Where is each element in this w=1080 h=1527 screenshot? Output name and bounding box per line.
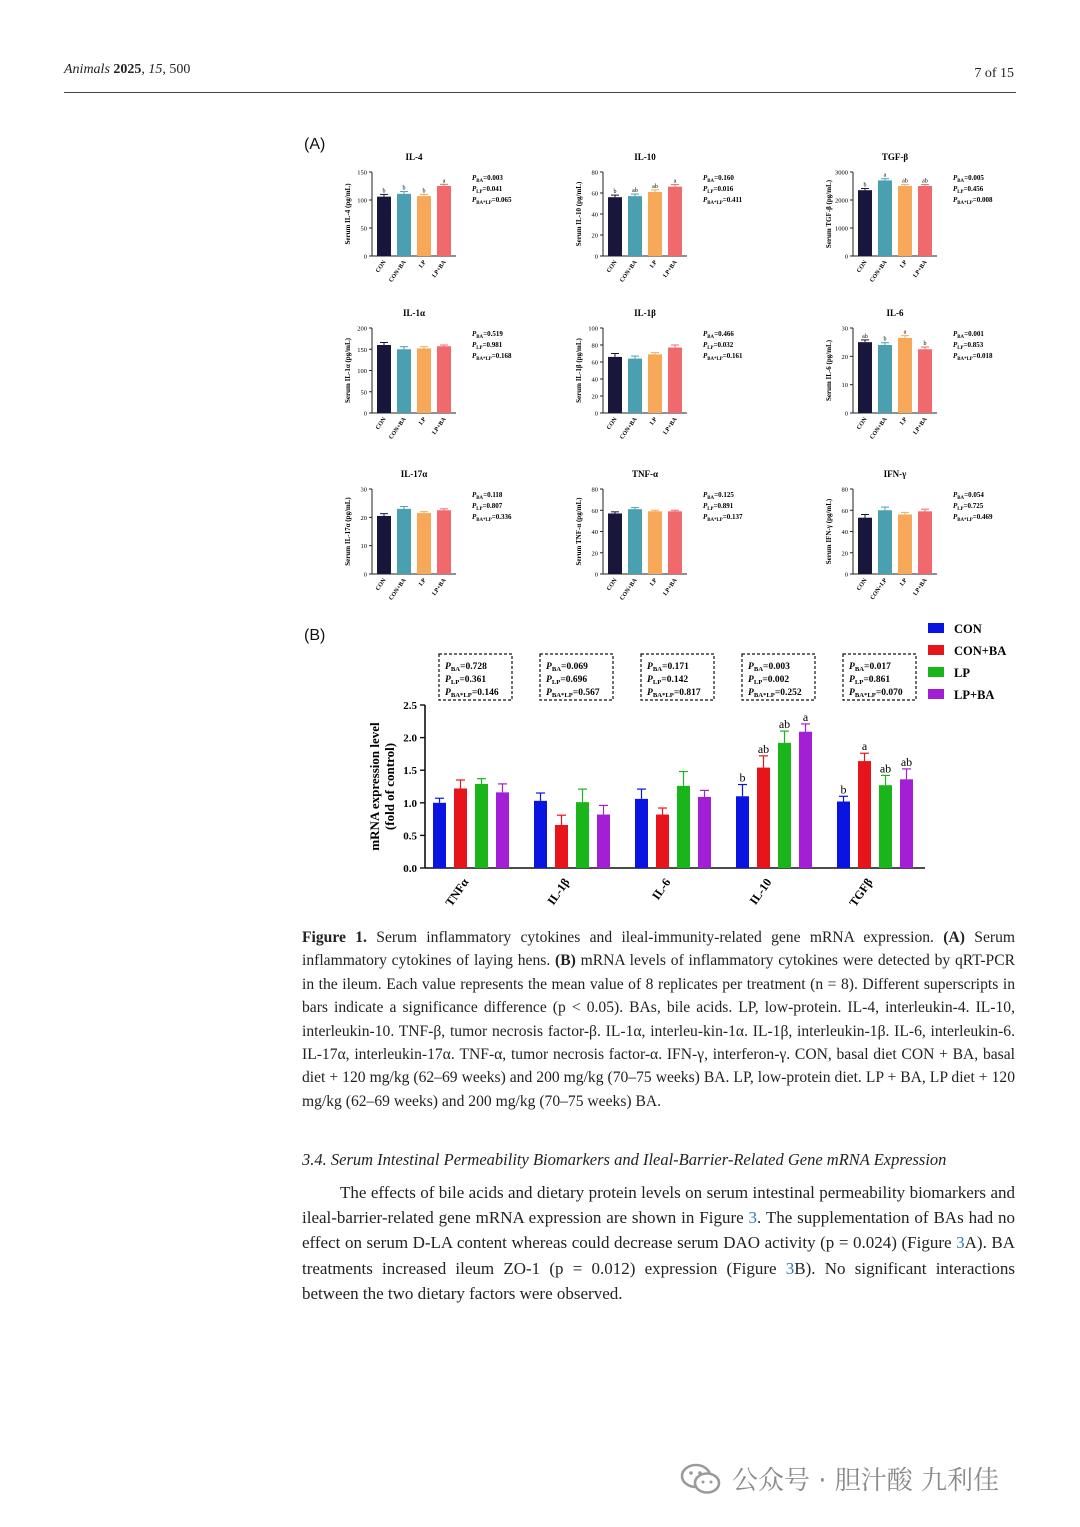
p-value: $P_{LP}=0.456$ (953, 185, 984, 195)
y-tick-label: 0 (594, 253, 598, 261)
bar (377, 345, 391, 413)
significance-letter: b (613, 189, 617, 196)
y-tick-label: 80 (591, 342, 598, 350)
y-tick-label: 20 (360, 514, 367, 522)
x-tick-label: LP+BA (662, 577, 679, 598)
y-tick-label: 0.5 (403, 830, 417, 843)
x-tick-label: CON (375, 416, 388, 432)
y-tick-label: 100 (357, 368, 367, 375)
bar (496, 792, 509, 868)
legend-swatch (928, 667, 944, 677)
bar (918, 511, 932, 574)
y-axis-label: Serum TNF-α (pg/mL) (575, 497, 583, 566)
y-tick-label: 40 (591, 376, 598, 384)
y-axis-label: Serum IL-4 (pg/mL) (344, 183, 352, 245)
bar (628, 509, 642, 574)
significance-letter: a (673, 178, 677, 185)
p-value: $P_{BA*LP}=0.070$ (849, 688, 903, 699)
y-tick-label: 20 (841, 353, 848, 361)
journal-volume: 15 (148, 62, 163, 77)
bar (878, 345, 892, 413)
significance-letter: ab (778, 717, 791, 732)
y-axis-label: Serum IL-1β (pg/mL) (575, 338, 583, 403)
x-tick-label: LP+BA (912, 259, 929, 280)
bar (757, 768, 770, 868)
p-value: $P_{BA*LP}=0.146$ (445, 688, 499, 699)
chart-title: IL-6 (886, 308, 904, 318)
significance-letter: ab (879, 761, 892, 776)
y-tick-label: 80 (591, 486, 598, 494)
bar (898, 186, 912, 256)
x-tick-label: LP+BA (912, 416, 929, 437)
bar (778, 743, 791, 868)
y-tick-label: 40 (591, 211, 598, 219)
y-tick-label: 60 (591, 507, 598, 515)
y-tick-label: 1.5 (403, 765, 417, 778)
p-value: $P_{BA*LP}=0.469$ (953, 513, 993, 523)
x-tick-label: LP (899, 416, 909, 427)
bar (534, 801, 547, 868)
bar (437, 346, 451, 413)
chart-title: IL-1α (402, 308, 426, 318)
section-heading: 3.4. Serum Intestinal Permeability Biomarkers and Ileal-Barrier-Related Gene mRNA Expression (302, 1150, 947, 1169)
bar (576, 802, 589, 868)
y-tick-label: 2.0 (403, 732, 417, 745)
x-tick-label: LP (899, 577, 909, 588)
y-tick-label: 40 (841, 529, 848, 536)
bar (635, 799, 648, 868)
y-tick-label: 0 (594, 410, 598, 418)
p-value: $P_{BA}=0.005$ (953, 174, 984, 184)
y-tick-label: 0 (844, 571, 848, 579)
chart-title: IL-4 (405, 152, 423, 162)
legend-swatch (928, 645, 944, 655)
significance-letter: b (402, 185, 406, 192)
y-axis-label: Serum IL-17α (pg/mL) (344, 497, 352, 566)
p-value: $P_{BA}=0.003$ (472, 174, 503, 184)
p-value: $P_{LP}=0.725$ (953, 502, 984, 512)
y-tick-label: 50 (360, 389, 367, 397)
significance-letter: ab (900, 754, 913, 769)
y-tick-label: 0 (594, 571, 598, 579)
caption-b-text: mRNA levels of inflammatory cytokines were detected by qRT-PCR in the ileum. Each value represents the mean value of 8 replicates per treatment (n = 8). Different superscripts in bars indicate a significance difference (p < 0.05). BAs, bile acids. LP, low-protein. IL-4, interleukin-4. IL-10, interleukin-10. TNF-β, tumor necrosis factor-β. IL-1α, interleu-kin-1α. IL-1β, interleukin-1β. IL-6, interleukin-6. IL-17α, interleukin-17α. TNF-α, tumor necrosis factor-α. IFN-γ, interferon-γ. CON, basal diet CON + BA, basal diet + 120 mg/kg (62–69 weeks) and 200 mg/kg (70–75 weeks) BA. LP, low-protein diet. LP + BA, LP diet + 120 mg/kg (62–69 weeks) and 200 mg/kg (70–75 weeks) BA. (302, 952, 1015, 1110)
legend-swatch (928, 689, 944, 699)
bar (858, 761, 871, 868)
p-value: $P_{BA*LP}=0.817$ (647, 688, 701, 699)
y-axis-label: Serum IL-1α (pg/mL) (344, 338, 352, 403)
p-value: $P_{LP}=0.016$ (703, 185, 734, 195)
bar (417, 196, 431, 256)
y-tick-label: 0.0 (403, 863, 417, 875)
x-tick-label: LP+BA (662, 259, 679, 280)
significance-letter: a (442, 178, 446, 185)
y-tick-label: 20 (591, 550, 598, 558)
p-value: $P_{BA*LP}=0.008$ (953, 196, 993, 206)
x-tick-label: CON+BA (388, 416, 408, 441)
significance-letter: ab (862, 333, 868, 340)
x-tick-label: LP (649, 416, 659, 427)
significance-letter: b (883, 336, 887, 343)
chart-title: TNF-α (631, 469, 659, 479)
chart-title: TGF-β (881, 152, 909, 162)
p-value: $P_{BA*LP}=0.137$ (703, 513, 743, 523)
x-tick-label: CON (606, 416, 619, 432)
legend-swatch (928, 623, 944, 633)
watermark (680, 1460, 999, 1497)
y-tick-label: 60 (591, 190, 598, 198)
p-value: $P_{LP}=0.361$ (445, 675, 487, 686)
bar (900, 779, 913, 868)
bar (397, 509, 411, 574)
y-tick-label: 20 (591, 232, 598, 240)
serum-chart-1 (344, 152, 512, 284)
x-tick-label: LP+BA (431, 416, 448, 437)
serum-chart-3 (825, 152, 993, 284)
significance-letter: b (840, 782, 847, 797)
x-tick-label: TGFβ (846, 875, 876, 910)
bar (433, 803, 446, 868)
bar (608, 513, 622, 574)
x-tick-label: CON+BA (869, 259, 889, 284)
mrna-chart (367, 622, 1006, 909)
legend-label: CON+BA (954, 644, 1007, 658)
y-tick-label: 50 (360, 225, 367, 233)
bar (837, 801, 850, 868)
x-tick-label: LP (649, 577, 659, 588)
significance-letter: a (883, 172, 887, 179)
y-axis-label: Serum IL-10 (pg/mL) (575, 181, 583, 247)
bar (858, 518, 872, 574)
bar (437, 510, 451, 574)
serum-chart-9 (825, 469, 993, 601)
x-tick-label: CON (606, 259, 619, 275)
p-value: $P_{BA*LP}=0.567$ (546, 688, 600, 699)
x-tick-label: TNFα (442, 875, 472, 909)
bar (397, 194, 411, 256)
bar (628, 359, 642, 413)
y-tick-label: 80 (841, 486, 848, 494)
bar (648, 192, 662, 256)
bar (878, 180, 892, 256)
bar (454, 788, 467, 868)
y-tick-label: 0 (363, 410, 367, 418)
significance-letter: ab (902, 178, 908, 185)
caption-title: Serum inflammatory cytokines and ileal-immunity-related gene mRNA expression. (376, 929, 934, 946)
figure-caption (302, 926, 1015, 1113)
y-axis-label: Serum TGF-β (pg/mL) (825, 179, 833, 249)
bar (668, 187, 682, 256)
panel-b-label: (B) (304, 627, 326, 644)
y-tick-label: 2000 (835, 197, 848, 205)
p-value: $P_{BA}=0.069$ (546, 662, 588, 673)
legend-label: LP+BA (954, 688, 995, 702)
bar (736, 796, 749, 868)
y-tick-label: 20 (591, 393, 598, 401)
bar (799, 732, 812, 868)
p-value: $P_{BA}=0.003$ (748, 662, 790, 673)
x-tick-label: LP (899, 259, 909, 270)
bar (918, 186, 932, 256)
x-tick-label: LP (418, 259, 428, 270)
y-tick-label: 100 (357, 197, 367, 205)
significance-letter: b (422, 188, 426, 195)
chart-title: IL-10 (634, 152, 656, 162)
running-header-citation: Animals 2025, 15, 500 (64, 62, 191, 77)
para-text-2: . The supplementation of BAs had no effect on serum D-LA content whereas could decrease serum DAO activity (p = 0.024) (Figure (302, 1208, 1015, 1253)
p-value: $P_{LP}=0.041$ (472, 185, 503, 195)
p-value: $P_{BA*LP}=0.252$ (748, 688, 802, 699)
p-value: $P_{LP}=0.002$ (748, 675, 790, 686)
x-tick-label: LP+BA (431, 259, 448, 280)
x-tick-label: IL-1β (544, 875, 573, 908)
significance-letter: b (739, 770, 746, 785)
wechat-icon (680, 1462, 722, 1496)
x-tick-label: CON+BA (619, 577, 639, 602)
body-paragraph (302, 1180, 1015, 1306)
y-axis-label-unit: (fold of control) (382, 742, 397, 831)
x-tick-label: CON+LP (869, 577, 889, 602)
x-tick-label: CON (856, 416, 869, 432)
caption-a-text: Serum inflammatory cytokines of laying hens. (302, 929, 1016, 970)
p-value: $P_{LP}=0.853$ (953, 341, 984, 351)
significance-letter: ab (922, 178, 928, 185)
p-value: $P_{BA}=0.054$ (953, 491, 984, 501)
bar (628, 196, 642, 256)
y-tick-label: 80 (591, 169, 598, 177)
y-axis-label: Serum IFN-γ (pg/mL) (825, 498, 833, 565)
bar (668, 348, 682, 413)
significance-letter: ab (632, 188, 638, 195)
bar (555, 825, 568, 868)
article-number: 500 (169, 62, 191, 77)
caption-b-tag: (B) (555, 952, 576, 970)
bar (377, 516, 391, 574)
serum-chart-6 (825, 308, 993, 441)
x-tick-label: CON+BA (388, 259, 408, 284)
y-tick-label: 0 (844, 253, 848, 261)
bar (668, 511, 682, 574)
legend-label: CON (954, 622, 982, 636)
bar (648, 354, 662, 413)
y-tick-label: 40 (591, 529, 598, 536)
x-tick-label: LP (418, 577, 428, 588)
chart-title: IFN-γ (883, 469, 907, 479)
y-tick-label: 60 (841, 507, 848, 515)
p-value: $P_{BA}=0.171$ (647, 662, 689, 673)
significance-letter: ab (757, 741, 770, 756)
significance-letter: a (903, 329, 907, 336)
x-tick-label: CON (856, 259, 869, 275)
journal-year: 2025 (113, 62, 142, 77)
serum-chart-7 (344, 469, 512, 602)
panel-a-label: (A) (304, 136, 326, 153)
x-tick-label: CON (856, 577, 869, 593)
p-value: $P_{BA}=0.466$ (703, 330, 734, 340)
x-tick-label: LP+BA (431, 577, 448, 598)
bar (898, 515, 912, 575)
y-tick-label: 20 (841, 550, 848, 558)
y-tick-label: 0 (363, 571, 367, 579)
significance-letter: ab (652, 183, 658, 190)
caption-a-tag: (A) (943, 929, 965, 946)
bar (608, 357, 622, 413)
y-tick-label: 10 (841, 382, 848, 390)
x-tick-label: LP (418, 416, 428, 427)
y-tick-label: 60 (591, 359, 598, 367)
serum-chart-2 (575, 152, 743, 284)
x-tick-label: LP+BA (662, 416, 679, 437)
p-value: $P_{BA}=0.160$ (703, 174, 734, 184)
x-tick-label: LP (649, 259, 659, 270)
p-value: $P_{BA*LP}=0.411$ (703, 196, 743, 206)
p-value: $P_{BA}=0.017$ (849, 662, 891, 673)
bar (879, 785, 892, 868)
serum-chart-4 (344, 308, 512, 441)
y-tick-label: 2.5 (403, 700, 417, 712)
para-text-3: A). BA treatments increased ileum ZO-1 (p = 0.012) expression (Figure (302, 1233, 1015, 1278)
p-value: $P_{BA*LP}=0.168$ (472, 352, 512, 362)
figure-3b-link[interactable]: 3 (785, 1258, 795, 1278)
p-value: $P_{BA*LP}=0.161$ (703, 352, 743, 362)
chart-title: IL-17α (400, 469, 428, 479)
y-tick-label: 150 (357, 169, 367, 177)
journal-name: Animals (64, 62, 110, 77)
bar (858, 190, 872, 256)
p-value: $P_{BA}=0.125$ (703, 491, 734, 501)
y-tick-label: 30 (360, 486, 367, 494)
bar (437, 186, 451, 256)
figure-3-link[interactable]: 3 (748, 1208, 758, 1228)
y-tick-label: 0 (363, 253, 367, 261)
x-tick-label: CON (375, 577, 388, 593)
y-tick-label: 30 (841, 325, 848, 333)
significance-letter: b (863, 182, 867, 189)
bar (417, 513, 431, 574)
y-tick-label: 200 (357, 325, 367, 333)
x-tick-label: CON (375, 259, 388, 275)
x-tick-label: IL-6 (648, 875, 674, 903)
legend-label: LP (954, 666, 970, 680)
figure-3a-link[interactable]: 3 (956, 1233, 965, 1253)
para-text-4: B). No significant interactions between the two dietary factors were observed. (302, 1258, 1016, 1303)
significance-letter: a (861, 739, 868, 754)
p-value: $P_{LP}=0.861$ (849, 675, 891, 686)
x-tick-label: CON+BA (869, 416, 889, 441)
significance-letter: b (382, 188, 386, 195)
y-tick-label: 1.0 (403, 797, 417, 810)
x-tick-label: CON+BA (619, 259, 639, 284)
y-tick-label: 0 (844, 410, 848, 418)
p-value: $P_{LP}=0.807$ (472, 502, 503, 512)
y-tick-label: 150 (357, 346, 367, 354)
p-value: $P_{BA}=0.001$ (953, 330, 984, 340)
page-number: 7 of 15 (974, 66, 1014, 81)
x-tick-label: LP+BA (912, 577, 929, 598)
bar (677, 786, 690, 868)
significance-letter: a (802, 709, 809, 724)
y-tick-label: 3000 (835, 169, 848, 177)
p-value: $P_{LP}=0.032$ (703, 341, 734, 351)
bar (878, 510, 892, 574)
para-text-1: The effects of bile acids and dietary protein levels on serum intestinal permeability biomarkers and ileal-barrier-related gene mRNA expression are shown in Figure (302, 1183, 1015, 1228)
y-tick-label: 100 (588, 325, 598, 333)
x-tick-label: CON+BA (388, 577, 408, 602)
x-tick-label: IL-10 (746, 875, 775, 908)
p-value: $P_{LP}=0.142$ (647, 675, 689, 686)
bar (648, 511, 662, 574)
bar (397, 349, 411, 413)
bar (858, 342, 872, 413)
x-tick-label: CON+BA (619, 416, 639, 441)
p-value: $P_{LP}=0.981$ (472, 341, 503, 351)
bar (475, 784, 488, 868)
significance-letter: b (923, 340, 927, 347)
bar (608, 197, 622, 256)
p-value: $P_{BA*LP}=0.336$ (472, 513, 512, 523)
watermark-text: 公众号 · 胆汁酸 九利佳 (732, 1466, 1000, 1496)
chart-title: IL-1β (634, 308, 656, 318)
bar (377, 197, 391, 256)
y-tick-label: 10 (360, 543, 367, 551)
y-tick-label: 1000 (835, 225, 848, 233)
y-axis-label: mRNA expression level (367, 722, 382, 851)
p-value: $P_{LP}=0.696$ (546, 675, 588, 686)
p-value: $P_{BA}=0.728$ (445, 662, 487, 673)
p-value: $P_{BA}=0.519$ (472, 330, 503, 340)
bar (656, 815, 669, 868)
bar (898, 338, 912, 413)
p-value: $P_{BA*LP}=0.018$ (953, 352, 993, 362)
p-value: $P_{LP}=0.891$ (703, 502, 734, 512)
bar (597, 815, 610, 868)
bar (698, 797, 711, 868)
bar (417, 348, 431, 413)
figure-label: Figure 1. (302, 929, 367, 946)
serum-chart-5 (575, 308, 743, 441)
p-value: $P_{BA}=0.118$ (472, 491, 503, 501)
bar (918, 349, 932, 413)
x-tick-label: CON (606, 577, 619, 593)
y-axis-label: Serum IL-6 (pg/mL) (825, 339, 833, 402)
p-value: $P_{BA*LP}=0.065$ (472, 196, 512, 206)
serum-chart-8 (575, 469, 743, 602)
